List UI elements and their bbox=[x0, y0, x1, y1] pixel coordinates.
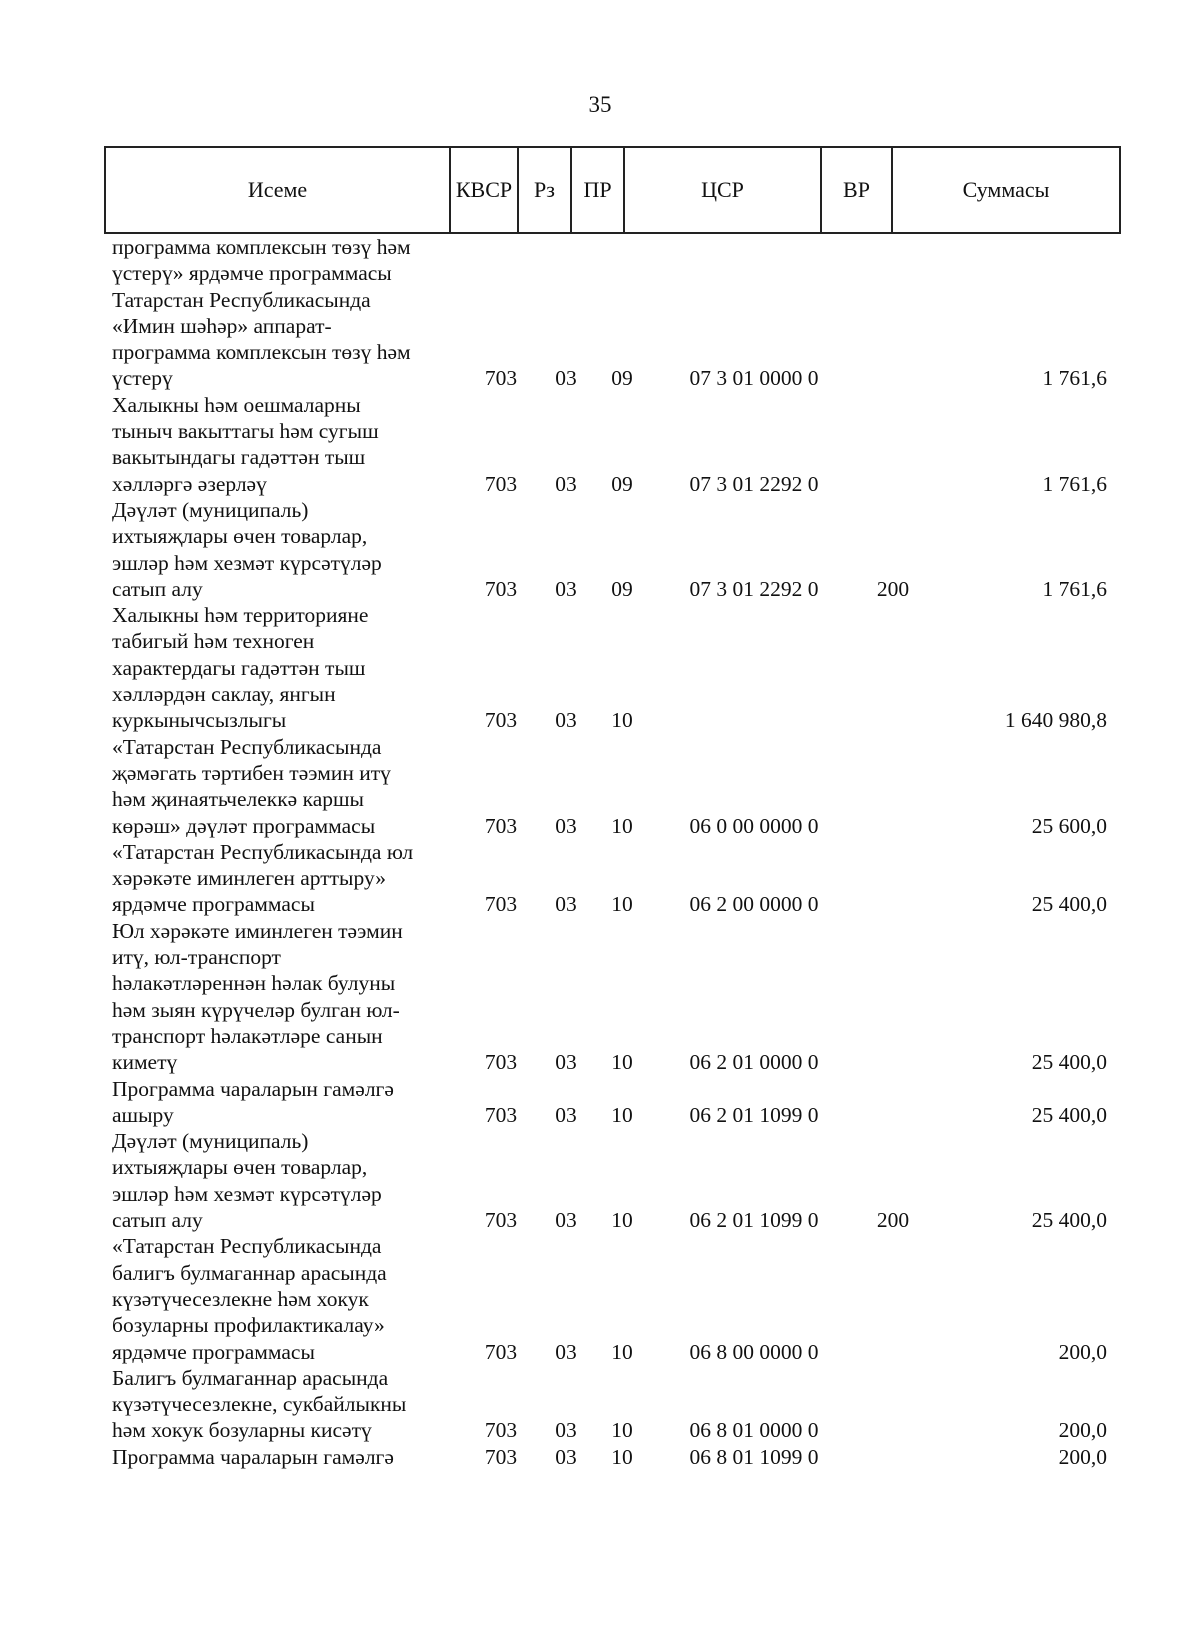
row-name-line: бозуларны профилактикалау» bbox=[112, 1313, 385, 1338]
row-sum: 25 400,0 bbox=[1031, 1208, 1107, 1233]
row-name bbox=[112, 1128, 456, 1233]
row-rz: 03 bbox=[555, 1418, 577, 1443]
row-kvsr: 703 bbox=[484, 813, 518, 838]
table-row bbox=[0, 497, 1200, 602]
row-sum: 1 761,6 bbox=[1042, 366, 1107, 391]
row-name-line: күзәтүчесезлекне һәм хокук bbox=[112, 1286, 369, 1311]
table-row bbox=[0, 287, 1200, 392]
row-name-line: сатып алу bbox=[112, 576, 203, 601]
row-name bbox=[112, 734, 456, 839]
row-name-line: программа комплексын төзү һәм bbox=[112, 235, 411, 259]
row-csr: 06 8 01 0000 0 bbox=[689, 1418, 819, 1443]
row-pr: 10 bbox=[611, 813, 633, 838]
row-name-line: көрәш» дәүләт программасы bbox=[112, 813, 376, 838]
row-name-line: сатып алу bbox=[112, 1208, 203, 1233]
row-sum: 200,0 bbox=[1058, 1418, 1107, 1443]
row-rz: 03 bbox=[555, 471, 577, 496]
row-name bbox=[112, 602, 456, 733]
row-sum: 1 640 980,8 bbox=[1004, 708, 1107, 733]
row-name-line: куркынычсызлыгы bbox=[112, 708, 287, 733]
row-name-line: тыныч вакыттагы һәм сугыш bbox=[112, 419, 379, 444]
row-rz: 03 bbox=[555, 576, 577, 601]
row-csr: 07 3 01 2292 0 bbox=[689, 471, 819, 496]
row-name bbox=[112, 497, 456, 602]
table-row bbox=[0, 392, 1200, 497]
row-kvsr: 703 bbox=[484, 366, 518, 391]
header-vr: ВР bbox=[821, 147, 892, 233]
row-pr: 10 bbox=[611, 1339, 633, 1364]
row-pr: 09 bbox=[611, 576, 633, 601]
row-sum: 25 600,0 bbox=[1031, 813, 1107, 838]
row-sum: 1 761,6 bbox=[1042, 471, 1107, 496]
row-rz: 03 bbox=[555, 1339, 577, 1364]
row-name bbox=[112, 839, 456, 918]
row-pr: 10 bbox=[611, 1102, 633, 1127]
row-name-line: һәм хокук бозуларны кисәтү bbox=[112, 1418, 372, 1443]
row-kvsr: 703 bbox=[484, 708, 518, 733]
row-kvsr: 703 bbox=[484, 1102, 518, 1127]
row-pr: 10 bbox=[611, 892, 633, 917]
row-rz: 03 bbox=[555, 1444, 577, 1469]
row-name-line: «Татарстан Республикасында bbox=[112, 734, 382, 759]
row-sum: 200,0 bbox=[1058, 1339, 1107, 1364]
row-csr: 07 3 01 0000 0 bbox=[689, 366, 819, 391]
row-pr: 10 bbox=[611, 1050, 633, 1075]
row-name-line: «Имин шәһәр» аппарат- bbox=[112, 313, 332, 338]
row-rz: 03 bbox=[555, 708, 577, 733]
table-row bbox=[0, 234, 1200, 287]
table-row bbox=[0, 1233, 1200, 1365]
row-name bbox=[112, 918, 456, 1076]
table-row bbox=[0, 602, 1200, 734]
row-rz: 03 bbox=[555, 1208, 577, 1233]
row-name-line: Балигъ булмаганнар арасында bbox=[112, 1365, 389, 1390]
header-pr: ПР bbox=[571, 147, 624, 233]
header-name: Исеме bbox=[105, 147, 450, 233]
row-pr: 10 bbox=[611, 1418, 633, 1443]
row-kvsr: 703 bbox=[484, 892, 518, 917]
row-name-line: һәм җинаятьчелеккә каршы bbox=[112, 787, 364, 812]
table-row bbox=[0, 1444, 1200, 1470]
row-name-line: Программа чараларын гамәлгә bbox=[112, 1076, 394, 1101]
row-name bbox=[112, 1444, 456, 1470]
row-csr: 06 2 00 0000 0 bbox=[689, 892, 819, 917]
row-name-line: Дәүләт (муниципаль) bbox=[112, 497, 309, 522]
row-name-line: программа комплексын төзү һәм bbox=[112, 340, 411, 365]
row-name-line: җәмәгать тәртибен тәэмин итү bbox=[112, 760, 391, 785]
row-name-line: хәрәкәте иминлеген арттыру» bbox=[112, 866, 386, 891]
row-pr: 10 bbox=[611, 1208, 633, 1233]
row-name-line: вакытындагы гадәттән тыш bbox=[112, 445, 366, 470]
row-name-line: Халыкны һәм оешмаларны bbox=[112, 392, 361, 417]
row-name bbox=[112, 1233, 456, 1364]
table-row bbox=[0, 918, 1200, 1076]
row-name bbox=[112, 1365, 456, 1444]
row-name-line: Программа чараларын гамәлгә bbox=[112, 1444, 394, 1469]
row-csr: 06 0 00 0000 0 bbox=[689, 813, 819, 838]
row-csr: 06 2 01 1099 0 bbox=[689, 1102, 819, 1127]
row-name-line: Халыкны һәм территорияне bbox=[112, 603, 369, 628]
row-name-line: «Татарстан Республикасында bbox=[112, 1234, 382, 1259]
row-csr: 07 3 01 2292 0 bbox=[689, 576, 819, 601]
row-name-line: ярдәмче программасы bbox=[112, 1339, 315, 1364]
row-csr: 06 2 01 1099 0 bbox=[689, 1208, 819, 1233]
row-pr: 09 bbox=[611, 366, 633, 391]
row-name-line: һәм зыян күрүчеләр булган юл- bbox=[112, 997, 400, 1022]
row-name-line: хәлләрдән саклау, янгын bbox=[112, 682, 336, 707]
row-name-line: үстерү» ярдәмче программасы bbox=[112, 261, 392, 286]
row-name-line: балигъ булмаганнар арасында bbox=[112, 1260, 387, 1285]
row-vr: 200 bbox=[876, 1208, 910, 1233]
row-sum: 200,0 bbox=[1058, 1444, 1107, 1469]
header-csr: ЦСР bbox=[624, 147, 821, 233]
row-name-line: һәлакәтләреннән һәлак булуны bbox=[112, 971, 396, 996]
row-kvsr: 703 bbox=[484, 1208, 518, 1233]
row-name-line: күзәтүчесезлекне, сукбайлыкны bbox=[112, 1392, 407, 1417]
row-csr: 06 8 00 0000 0 bbox=[689, 1339, 819, 1364]
row-kvsr: 703 bbox=[484, 576, 518, 601]
table-row bbox=[0, 1076, 1200, 1129]
row-sum: 1 761,6 bbox=[1042, 576, 1107, 601]
row-name-line: табигый һәм техноген bbox=[112, 629, 315, 654]
row-pr: 10 bbox=[611, 708, 633, 733]
row-name-line: үстерү bbox=[112, 366, 173, 391]
row-sum: 25 400,0 bbox=[1031, 892, 1107, 917]
table-row bbox=[0, 734, 1200, 839]
row-name bbox=[112, 287, 456, 392]
row-kvsr: 703 bbox=[484, 1339, 518, 1364]
page-number: 35 bbox=[588, 92, 612, 117]
row-rz: 03 bbox=[555, 1050, 577, 1075]
row-rz: 03 bbox=[555, 892, 577, 917]
row-kvsr: 703 bbox=[484, 1418, 518, 1443]
row-kvsr: 703 bbox=[484, 1050, 518, 1075]
table-row bbox=[0, 839, 1200, 918]
row-kvsr: 703 bbox=[484, 1444, 518, 1469]
row-name-line: Дәүләт (муниципаль) bbox=[112, 1129, 309, 1154]
row-sum: 25 400,0 bbox=[1031, 1050, 1107, 1075]
row-rz: 03 bbox=[555, 1102, 577, 1127]
row-kvsr: 703 bbox=[484, 471, 518, 496]
table-row bbox=[0, 1365, 1200, 1444]
row-name-line: киметү bbox=[112, 1050, 178, 1075]
row-name-line: эшләр һәм хезмәт күрсәтүләр bbox=[112, 550, 382, 575]
table-header bbox=[104, 146, 1121, 234]
row-sum: 25 400,0 bbox=[1031, 1102, 1107, 1127]
row-rz: 03 bbox=[555, 813, 577, 838]
row-name-line: итү, юл-транспорт bbox=[112, 945, 281, 970]
row-csr: 06 8 01 1099 0 bbox=[689, 1444, 819, 1469]
row-csr: 06 2 01 0000 0 bbox=[689, 1050, 819, 1075]
row-name bbox=[112, 1076, 456, 1129]
table-body bbox=[0, 234, 1200, 1470]
row-name-line: транспорт һәлакәтләре санын bbox=[112, 1023, 383, 1048]
row-name bbox=[112, 392, 456, 497]
row-name-line: ашыру bbox=[112, 1102, 174, 1127]
row-name-line: эшләр һәм хезмәт күрсәтүләр bbox=[112, 1181, 382, 1206]
row-name-line: Татарстан Республикасында bbox=[112, 287, 371, 312]
row-vr: 200 bbox=[876, 576, 910, 601]
row-pr: 10 bbox=[611, 1444, 633, 1469]
table-row bbox=[0, 1128, 1200, 1233]
row-name-line: Юл хәрәкәте иминлеген тәэмин bbox=[112, 918, 403, 943]
row-name-line: ихтыяҗлары өчен товарлар, bbox=[112, 524, 368, 549]
row-name-line: «Татарстан Республикасында юл bbox=[112, 839, 414, 864]
row-name-line: характердагы гадәттән тыш bbox=[112, 655, 366, 680]
header-kvsr: КВСР bbox=[450, 147, 518, 233]
row-rz: 03 bbox=[555, 366, 577, 391]
header-rz: Рз bbox=[518, 147, 571, 233]
row-pr: 09 bbox=[611, 471, 633, 496]
row-name bbox=[112, 234, 456, 287]
row-name-line: хәлләргә әзерләү bbox=[112, 471, 267, 496]
row-name-line: ярдәмче программасы bbox=[112, 892, 315, 917]
row-name-line: ихтыяҗлары өчен товарлар, bbox=[112, 1155, 368, 1180]
header-sum: Суммасы bbox=[892, 147, 1120, 233]
